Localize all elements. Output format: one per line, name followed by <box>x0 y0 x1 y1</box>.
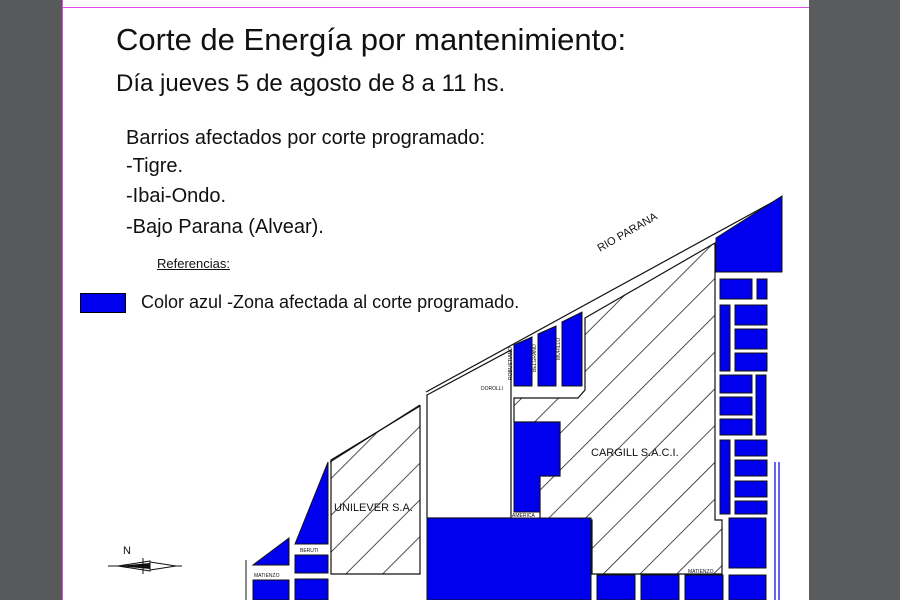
street-label-beruti: BERUTI <box>300 548 319 554</box>
affected-block <box>735 440 767 456</box>
affected-block <box>295 462 328 544</box>
affected-block <box>716 196 782 272</box>
affected-block <box>756 375 766 435</box>
affected-block <box>514 337 532 386</box>
cargill-label: CARGILL S.A.C.I. <box>591 447 679 459</box>
page-title: Corte de Energía por mantenimiento: <box>116 22 627 57</box>
barrio-item: -Ibai-Ondo. <box>126 185 227 207</box>
affected-block <box>562 312 582 386</box>
affected-block <box>735 501 767 514</box>
unilever-label: UNILEVER S.A. <box>334 502 413 514</box>
affected-block <box>757 279 767 299</box>
legend-text: Color azul -Zona afectada al corte programado. <box>141 292 520 312</box>
page-subtitle: Día jueves 5 de agosto de 8 a 11 hs. <box>116 70 506 97</box>
affected-block <box>735 329 767 349</box>
street-label-murillo: MURILLO <box>556 337 562 360</box>
affected-block <box>720 375 752 393</box>
street-label-belgrano: BELGRANO <box>532 344 538 372</box>
affected-block <box>597 575 635 600</box>
affected-block <box>720 440 730 514</box>
street-label-america: AMERICA <box>512 513 535 519</box>
street-label-matienzo: MATIENZO <box>688 569 714 575</box>
affected-block <box>735 353 767 371</box>
affected-block <box>735 305 767 325</box>
affected-block <box>685 575 723 600</box>
affected-block <box>720 397 752 415</box>
affected-block <box>295 579 328 600</box>
compass-arrow-icon <box>108 558 182 574</box>
affected-block <box>720 305 730 371</box>
affected-block <box>729 575 766 600</box>
barrio-item: -Bajo Parana (Alvear). <box>126 216 324 238</box>
affected-block <box>735 460 767 476</box>
affected-intro: Barrios afectados por corte programado: <box>126 127 486 149</box>
street-label-dorolli: DOROLLI <box>481 386 503 392</box>
references-label: Referencias: <box>157 256 230 271</box>
barrio-item: -Tigre. <box>126 155 184 177</box>
affected-block <box>735 481 767 497</box>
affected-block <box>253 580 289 600</box>
street-label-matienzo: MATIENZO <box>254 573 280 579</box>
street-label-robustiano: ROBUSTIANO <box>508 346 514 380</box>
compass-north-label: N <box>123 545 131 557</box>
affected-block <box>729 518 766 568</box>
affected-block <box>295 555 328 573</box>
unilever-hatched-area <box>331 406 420 574</box>
affected-block <box>427 518 591 600</box>
affected-block <box>720 279 752 299</box>
affected-block <box>538 326 556 386</box>
river-label: RIO PARANA <box>595 210 660 255</box>
affected-block <box>720 419 752 435</box>
dorolli-block <box>427 350 511 518</box>
affected-block <box>253 538 289 565</box>
affected-block <box>641 575 679 600</box>
